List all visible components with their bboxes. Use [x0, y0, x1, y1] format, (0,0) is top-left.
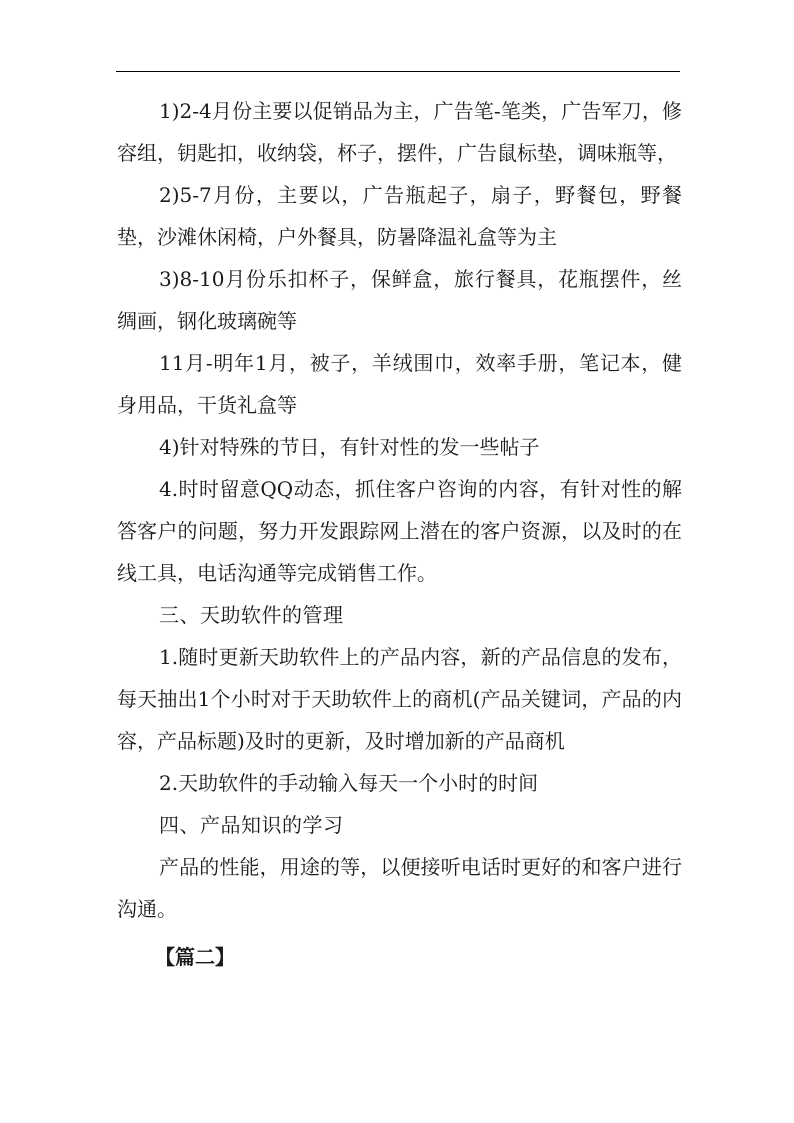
- paragraph-promo-aug-oct: 3)8-10月份乐扣杯子，保鲜盒，旅行餐具，花瓶摆件，丝绸画，钢化玻璃碗等: [117, 267, 682, 333]
- header-rule: [116, 71, 680, 72]
- heading-software-management: 三、天助软件的管理: [159, 603, 344, 627]
- paragraph-software-update: 1.随时更新天助软件上的产品内容，新的产品信息的发布，每天抽出1个小时对于天助软件上的商机(产品关键词，产品的内容，产品标题)及时的更新，及时增加新的产品商机: [117, 645, 682, 753]
- paragraph-promo-feb-apr: 1)2-4月份主要以促销品为主，广告笔-笔类，广告军刀，修容组，钥匙扣，收纳袋，杯子，摆件，广告鼠标垫，调味瓶等，: [117, 99, 682, 165]
- paragraph-product-knowledge: 产品的性能，用途的等，以便接听电话时更好的和客户进行沟通。: [117, 855, 682, 921]
- paragraph-holiday-posts: 4)针对特殊的节日，有针对性的发一些帖子: [159, 435, 540, 459]
- section-label-part-two: 【篇二】: [155, 945, 235, 969]
- paragraph-software-manual-input: 2.天助软件的手动输入每天一个小时的时间: [159, 771, 539, 795]
- paragraph-promo-nov-jan: 11月-明年1月，被子，羊绒围巾，效率手册，笔记本，健身用品，干货礼盒等: [117, 351, 682, 417]
- document-body: [117, 90, 682, 978]
- paragraph-qq-follow-up: 4.时时留意QQ动态，抓住客户咨询的内容，有针对性的解答客户的问题，努力开发跟踪网上潜在的客户资源，以及时的在线工具，电话沟通等完成销售工作。: [117, 477, 682, 585]
- heading-product-knowledge: 四、产品知识的学习: [159, 813, 344, 837]
- paragraph-promo-may-jul: 2)5-7月份，主要以，广告瓶起子，扇子，野餐包，野餐垫，沙滩休闲椅，户外餐具，防暑降温礼盒等为主: [117, 183, 682, 249]
